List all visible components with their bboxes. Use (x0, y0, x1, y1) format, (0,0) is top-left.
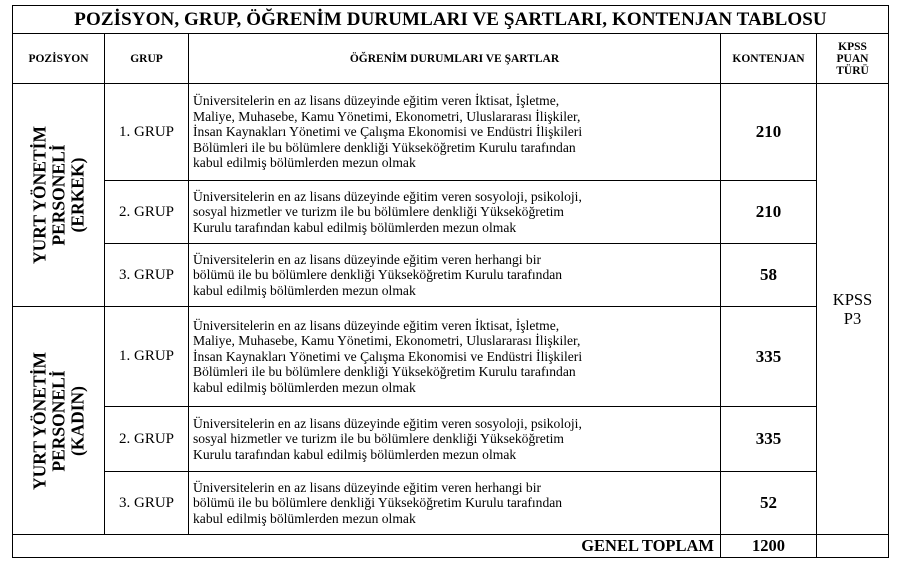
table-row (13, 307, 889, 407)
requirement-cell (189, 181, 721, 244)
requirement-line: sosyal hizmetler ve turizm ile bu bölümlere denkliği Yükseköğretim (193, 431, 564, 447)
position-name-line: PERSONELİ (48, 369, 68, 472)
requirement-line: Üniversitelerin en az lisans düzeyinde eğitim veren sosyoloji, psikoloji, (193, 188, 582, 204)
header-kpss-puan-turu (817, 34, 889, 84)
requirement-line: Maliye, Muhasebe, Kamu Yönetimi, Ekonometri, Uluslararası İlişkiler, (193, 333, 581, 349)
kontenjan-cell: 58 (721, 244, 817, 307)
header-kpss-line: KPSS (838, 40, 867, 53)
requirement-line: Kurulu tarafından kabul edilmiş bölümlerden mezun olmak (193, 446, 517, 462)
requirement-line: Üniversitelerin en az lisans düzeyinde eğitim veren herhangi bir (193, 251, 542, 267)
total-blank-cell (817, 535, 889, 558)
document-page (12, 5, 888, 558)
requirement-line: Kurulu tarafından kabul edilmiş bölümlerden mezun olmak (193, 219, 517, 235)
requirement-line: Üniversitelerin en az lisans düzeyinde eğitim veren sosyoloji, psikoloji, (193, 415, 582, 431)
table-row (13, 181, 889, 244)
table-row (13, 407, 889, 472)
table-row (13, 244, 889, 307)
group-cell: 2. GRUP (105, 407, 189, 472)
position-kadin-cell (13, 307, 105, 535)
total-label: GENEL TOPLAM (13, 535, 721, 558)
requirement-cell (189, 244, 721, 307)
requirement-line: İnsan Kaynakları Yönetimi ve Çalışma Ekonomisi ve Endüstri İlişkileri (193, 348, 583, 364)
header-kontenjan: KONTENJAN (721, 34, 817, 84)
position-erkek-cell (13, 84, 105, 307)
requirement-line: kabul edilmiş bölümlerden mezun olmak (193, 379, 416, 395)
position-name-line: YURT YÖNETİM (29, 351, 49, 490)
requirement-line: Üniversitelerin en az lisans düzeyinde eğitim veren İktisat, İşletme, (193, 93, 560, 109)
requirement-line: İnsan Kaynakları Yönetimi ve Çalışma Ekonomisi ve Endüstri İlişkileri (193, 124, 583, 140)
requirement-line: Bölümleri ile bu bölümlere denkliği Yükseköğretim Kurulu tarafından (193, 139, 576, 155)
kpss-puan-line: KPSS (832, 290, 873, 309)
total-row (13, 535, 889, 558)
kontenjan-cell: 335 (721, 407, 817, 472)
kontenjan-cell: 335 (721, 307, 817, 407)
requirement-cell (189, 407, 721, 472)
kontenjan-cell: 52 (721, 472, 817, 535)
requirement-cell (189, 307, 721, 407)
requirement-line: bölümü ile bu bölümlere denkliği Yükseköğretim Kurulu tarafından (193, 267, 563, 283)
title-row (13, 6, 889, 34)
total-value: 1200 (721, 535, 817, 558)
header-turu-line: TÜRÜ (836, 64, 869, 77)
requirement-line: Maliye, Muhasebe, Kamu Yönetimi, Ekonometri, Uluslararası İlişkiler, (193, 108, 581, 124)
group-cell: 1. GRUP (105, 84, 189, 181)
group-cell: 3. GRUP (105, 244, 189, 307)
kontenjan-cell: 210 (721, 84, 817, 181)
requirement-line: bölümü ile bu bölümlere denkliği Yükseköğretim Kurulu tarafından (193, 495, 563, 511)
requirement-line: kabul edilmiş bölümlerden mezun olmak (193, 510, 416, 526)
header-grup: GRUP (105, 34, 189, 84)
requirement-line: Bölümleri ile bu bölümlere denkliği Yükseköğretim Kurulu tarafından (193, 364, 576, 380)
group-cell: 1. GRUP (105, 307, 189, 407)
group-cell: 3. GRUP (105, 472, 189, 535)
table-row (13, 472, 889, 535)
table-row (13, 84, 889, 181)
kpss-puan-line: P3 (843, 309, 862, 328)
header-row (13, 34, 889, 84)
requirement-cell (189, 472, 721, 535)
requirement-cell (189, 84, 721, 181)
requirement-line: Üniversitelerin en az lisans düzeyinde eğitim veren herhangi bir (193, 479, 542, 495)
position-name-line: (KADIN) (67, 385, 87, 456)
kontenjan-cell: 210 (721, 181, 817, 244)
header-pozisyon: POZİSYON (13, 34, 105, 84)
kontenjan-table (12, 5, 889, 558)
header-ogrenim: ÖĞRENİM DURUMLARI VE ŞARTLAR (189, 34, 721, 84)
requirement-line: Üniversitelerin en az lisans düzeyinde eğitim veren İktisat, İşletme, (193, 317, 560, 333)
position-erkek-label (30, 126, 87, 264)
position-name-line: YURT YÖNETİM (29, 126, 49, 264)
group-cell: 2. GRUP (105, 181, 189, 244)
requirement-line: sosyal hizmetler ve turizm ile bu bölümlere denkliği Yükseköğretim (193, 204, 564, 220)
position-name-line: PERSONELİ (48, 144, 68, 246)
position-name-line: (ERKEK) (67, 157, 87, 233)
requirement-line: kabul edilmiş bölümlerden mezun olmak (193, 282, 416, 298)
requirement-line: kabul edilmiş bölümlerden mezun olmak (193, 155, 416, 171)
header-puan-line: PUAN (836, 52, 869, 65)
kpss-puan-cell (817, 84, 889, 535)
table-title: POZİSYON, GRUP, ÖĞRENİM DURUMLARI VE ŞARTLARI, KONTENJAN TABLOSU (13, 6, 889, 34)
position-kadin-label (30, 352, 87, 490)
